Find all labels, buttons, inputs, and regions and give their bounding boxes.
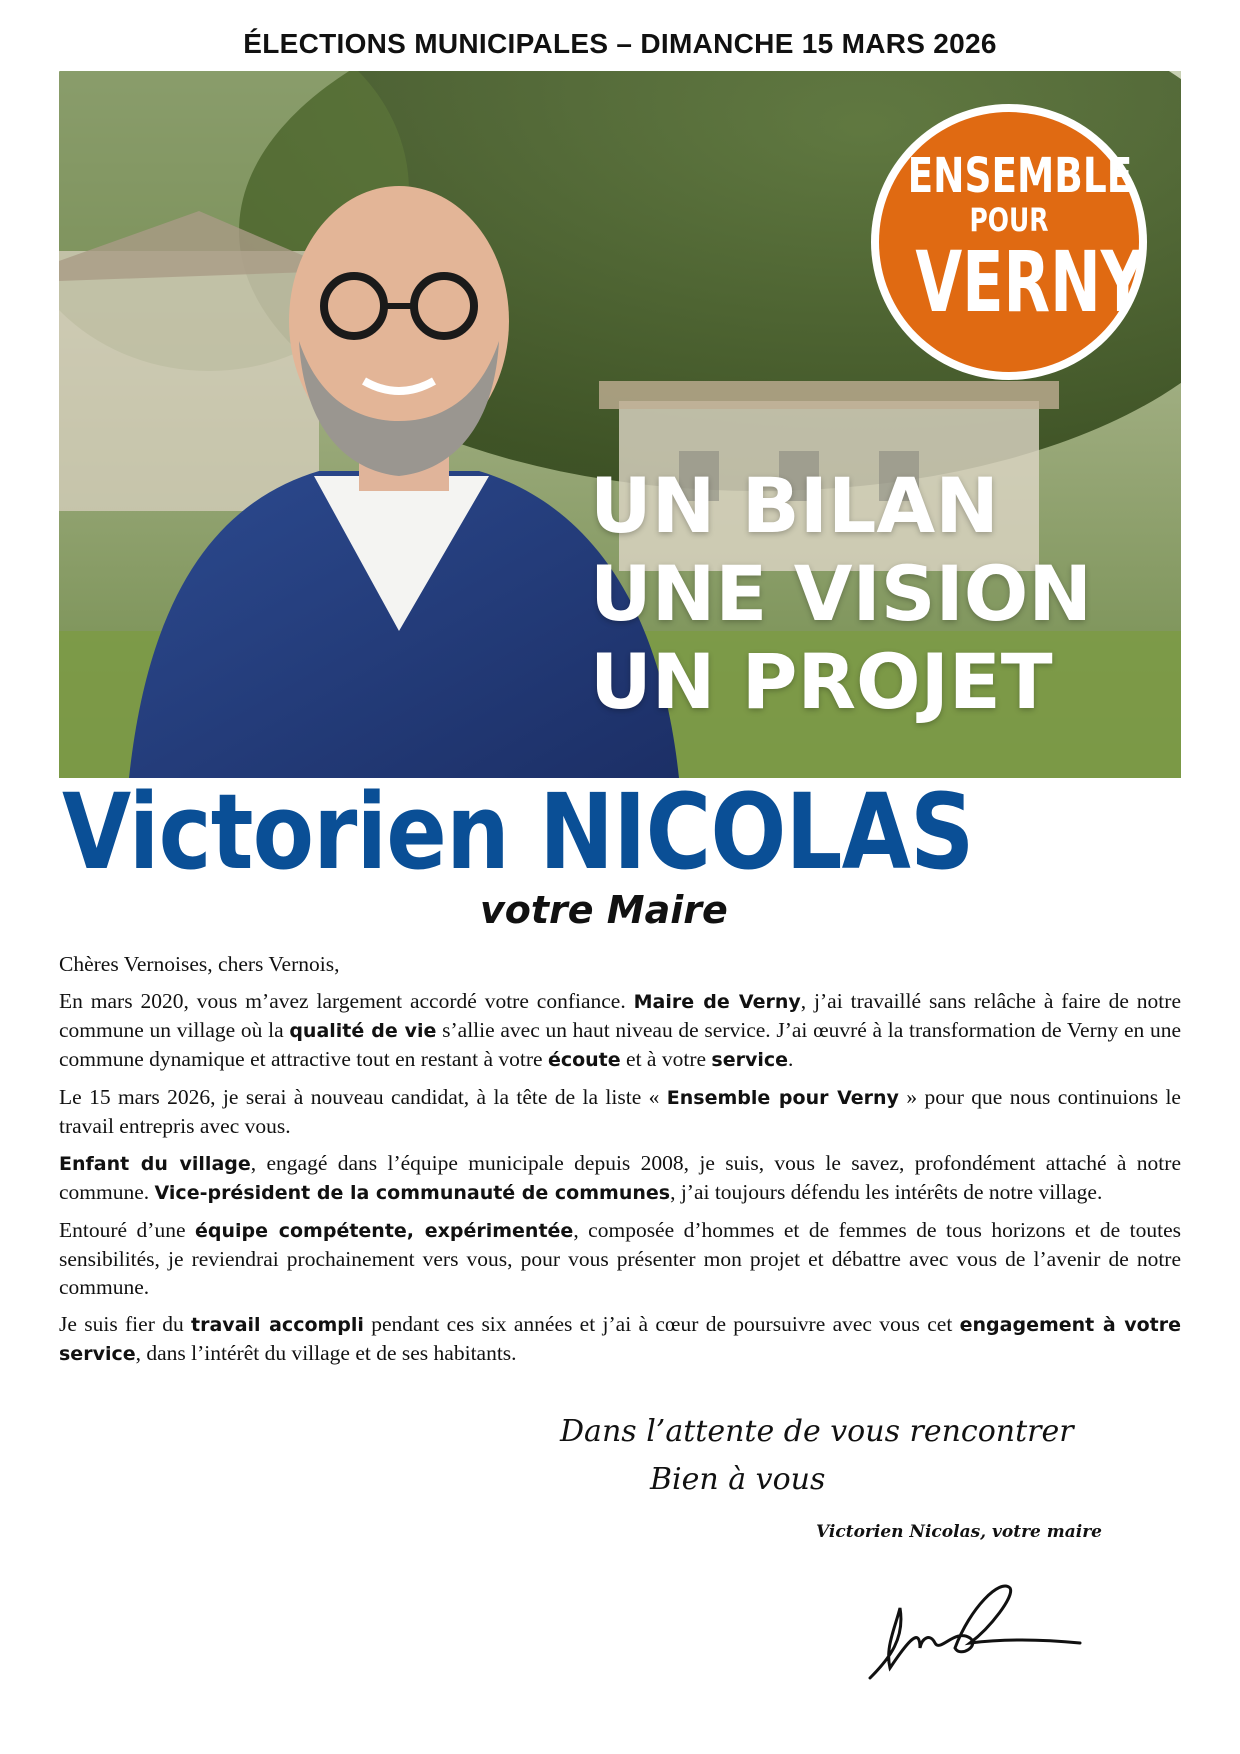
election-banner: ÉLECTIONS MUNICIPALES – DIMANCHE 15 MARS 2026: [243, 28, 997, 59]
slogan-line-3: UN PROJET: [590, 637, 1053, 726]
letter-paragraph-2: Le 15 mars 2026, je serai à nouveau candidat, à la tête de la liste « Ensemble pour Verny » pour que nous continuions le travail entrepris avec vous.: [59, 1085, 1181, 1138]
signature-mark: [860, 1568, 1090, 1693]
slogan-line-1: UN BILAN: [590, 461, 999, 550]
badge-line-verny: VERNY: [915, 233, 1145, 331]
candidate-role: votre Maire: [480, 888, 728, 932]
party-logo-badge: [871, 104, 1147, 380]
campaign-letter: [59, 950, 1181, 1377]
candidate-name: Victorien NICOLAS: [62, 771, 974, 893]
slogan-line-2: UNE VISION: [590, 549, 1093, 638]
signature-caption: Victorien Nicolas, votre maire: [816, 1522, 1102, 1542]
badge-line-ensemble: ENSEMBLE: [907, 148, 1133, 204]
letter-paragraph-5: Je suis fier du travail accompli pendant ces six années et j’ai à cœur de poursuivre avec vous cet engagement à votre service, dans l’intérêt du village et de ses habitants.: [59, 1312, 1181, 1365]
campaign-slogan: [590, 462, 1092, 726]
letter-greeting: Chères Vernoises, chers Vernois,: [59, 952, 340, 976]
handwritten-line-2: Bien à vous: [650, 1462, 826, 1497]
letter-paragraph-1: En mars 2020, vous m’avez largement accordé votre confiance. Maire de Verny, j’ai travaillé sans relâche à faire de notre commune un village où la qualité de vie s’allie avec un haut niveau de service. J’ai œuvré à la transformation de Verny en une commune dynamique et attractive tout en restant à votre écoute et à votre service.: [59, 989, 1181, 1071]
handwritten-line-1: Dans l’attente de vous rencontrer: [560, 1414, 1074, 1449]
badge-line-pour: POUR: [969, 201, 1049, 239]
letter-paragraph-4: Entouré d’une équipe compétente, expérimentée, composée d’hommes et de femmes de tous horizons et de toutes sensibilités, je reviendrai prochainement vers vous, pour vous présenter mon projet et débattre avec vous de l’avenir de notre commune.: [59, 1218, 1181, 1299]
handwritten-closing: [560, 1408, 1160, 1504]
letter-paragraph-3: Enfant du village, engagé dans l’équipe municipale depuis 2008, je suis, vous le savez, profondément attaché à notre commune. Vice-président de la communauté de communes, j’ai toujours défendu les intérêts de notre village.: [59, 1151, 1181, 1204]
